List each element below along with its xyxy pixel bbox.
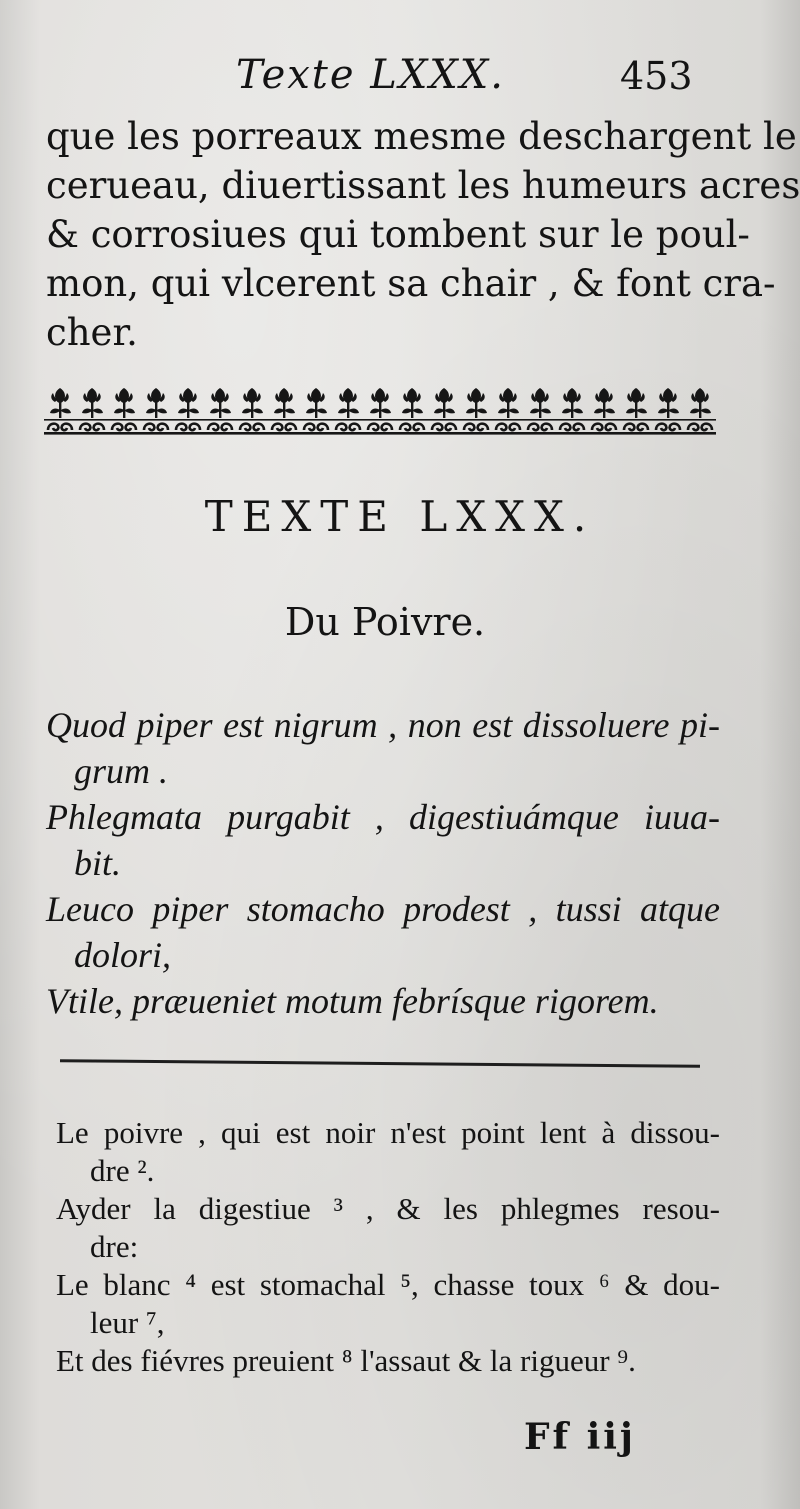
continued-paragraph (46, 112, 800, 357)
prose-line: & corrosiues qui tombent sur le poul- (46, 213, 750, 256)
latin-verse (46, 702, 720, 1024)
prose-line: cher. (46, 311, 138, 354)
running-title: Texte LXXX. (236, 52, 505, 98)
verse-line: bit. (74, 843, 122, 883)
section-subheading: Du Poivre. (284, 600, 486, 644)
translation-line: Le blanc ⁴ est stomachal ⁵, chasse toux ⁶ & dou- (56, 1267, 720, 1302)
horizontal-rule (60, 1059, 700, 1068)
ornamental-border (44, 386, 720, 442)
section-heading: TEXTE LXXX. (204, 492, 596, 541)
verse-line: dolori, (74, 935, 172, 975)
translation-line: Et des fiévres preuient ⁸ l'assaut & la rigueur ⁹. (56, 1343, 636, 1378)
translation-line: dre ². (90, 1153, 155, 1188)
translation-line: Ayder la digestiue ³ , & les phlegmes resou- (56, 1191, 720, 1226)
page-number: 453 (620, 54, 693, 98)
french-translation (56, 1114, 720, 1380)
translation-line: leur ⁷, (90, 1305, 165, 1340)
prose-line: que les porreaux mesme deschargent le (46, 115, 797, 158)
verse-line: Quod piper est nigrum , non est dissoluere pi- (46, 705, 720, 745)
running-head (0, 52, 800, 102)
prose-line: mon, qui vlcerent sa chair , & font cra- (46, 262, 776, 305)
verse-line: Leuco piper stomacho prodest , tussi atque (46, 889, 720, 929)
verse-line: Phlegmata purgabit , digestiuámque iuua- (46, 797, 720, 837)
verse-line: grum . (74, 751, 169, 791)
signature-mark: Ff iij (524, 1416, 636, 1458)
translation-line: dre: (90, 1229, 139, 1264)
verse-line: Vtile, præueniet motum febrísque rigorem. (46, 981, 659, 1021)
prose-line: cerueau, diuertissant les humeurs acres (46, 164, 800, 207)
translation-line: Le poivre , qui est noir n'est point lent à dissou- (56, 1115, 720, 1150)
